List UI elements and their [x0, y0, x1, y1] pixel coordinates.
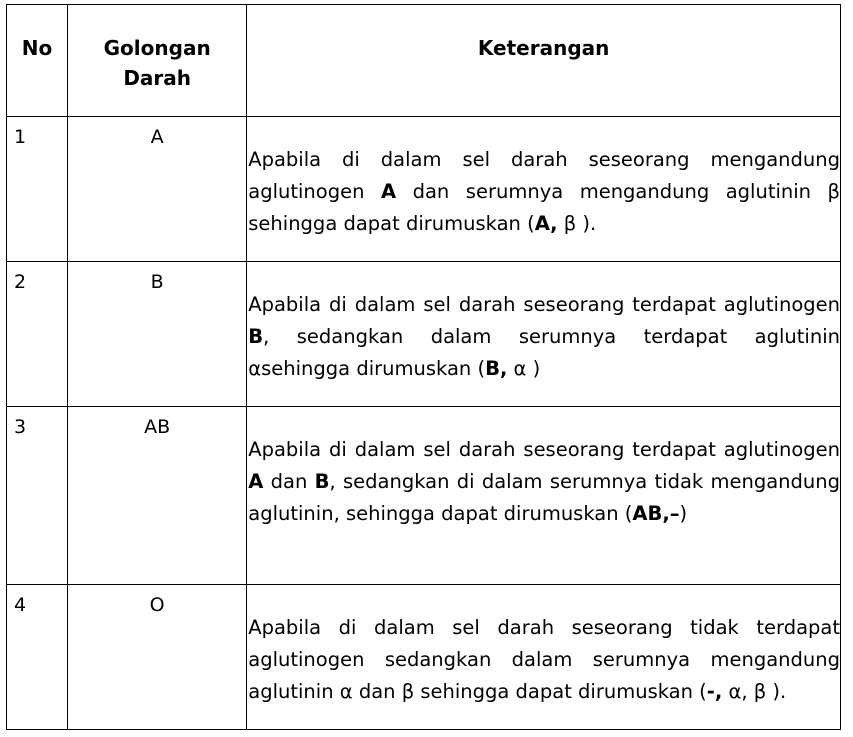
header-row [7, 5, 841, 117]
header-no: No [7, 5, 68, 117]
bold-term: AB,– [632, 502, 680, 525]
blood-group: B [68, 262, 247, 407]
row-number: 3 [7, 407, 68, 585]
header-golongan-darah: Golongan Darah [68, 5, 247, 117]
bold-term: B [248, 325, 264, 348]
table-row [7, 117, 841, 262]
row-number: 1 [7, 117, 68, 262]
blood-group: AB [68, 407, 247, 585]
row-number: 4 [7, 585, 68, 730]
table-row [7, 585, 841, 730]
table-row [7, 262, 841, 407]
header-keterangan: Keterangan [247, 5, 841, 117]
bold-term: A [380, 180, 397, 203]
bold-term: A, [534, 212, 558, 235]
blood-group: A [68, 117, 247, 262]
table-row [7, 407, 841, 585]
description: Apabila di dalam sel darah seseorang mengandung aglutinogen A dan serumnya mengandung aglutinin β sehingga dapat dirumuskan (A, β ). [247, 117, 841, 262]
bold-term: -, [706, 680, 723, 703]
description: Apabila di dalam sel darah seseorang tidak terdapat aglutinogen sedangkan dalam serumnya mengandung aglutinin α dan β sehingga dapat dirumuskan (-, α, β ). [247, 585, 841, 730]
description: Apabila di dalam sel darah seseorang terdapat aglutinogen B, sedangkan dalam serumnya terdapat aglutinin αsehingga dirumuskan (B, α ) [247, 262, 841, 407]
row-number: 2 [7, 262, 68, 407]
blood-group: O [68, 585, 247, 730]
blood-group-table [6, 4, 841, 730]
bold-term: B [314, 470, 330, 493]
bold-term: B, [485, 357, 508, 380]
bold-term: A [248, 470, 264, 493]
description: Apabila di dalam sel darah seseorang terdapat aglutinogen A dan B, sedangkan di dalam serumnya tidak mengandung aglutinin, sehingga dapat dirumuskan (AB,–) [247, 407, 841, 585]
